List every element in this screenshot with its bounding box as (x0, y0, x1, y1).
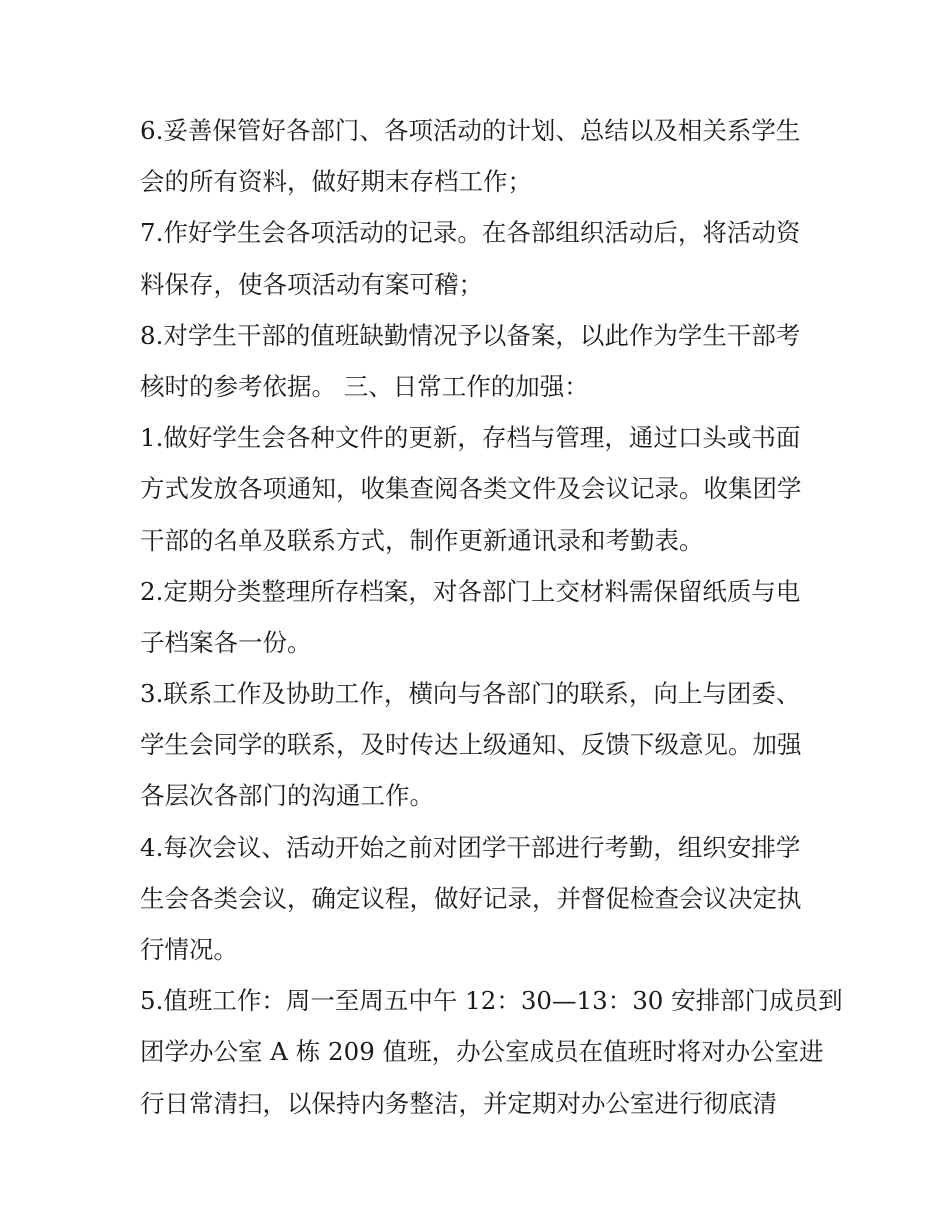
text-line: 生会各类会议，确定议程，做好记录，并督促检查会议决定执 (140, 883, 802, 913)
text-line: 学生会同学的联系，及时传达上级通知、反馈下级意见。加强 (140, 730, 802, 760)
text-line: 方式发放各项通知，收集查阅各类文件及会议记录。收集团学 (140, 474, 802, 504)
text-line: 2.定期分类整理所存档案，对各部门上交材料需保留纸质与电 (140, 576, 801, 606)
text-line: 6.妥善保管好各部门、各项活动的计划、总结以及相关系学生 (140, 116, 801, 145)
text-line: 料保存，使各项活动有案可稽； (140, 269, 483, 299)
text-line: 行日常清扫，以保持内务整洁，并定期对办公室进行彻底清 (140, 1088, 777, 1118)
text-line: 5.值班工作：周一至周五中午 12：30—13：30 安排部门成员到 (140, 986, 843, 1016)
text-line: 行情况。 (140, 935, 238, 964)
text-line: 4.每次会议、活动开始之前对团学干部进行考勤，组织安排学 (140, 832, 801, 862)
text-line: 干部的名单及联系方式，制作更新通讯录和考勤表。 (140, 525, 704, 555)
text-line: 团学办公室 A 栋 209 值班，办公室成员在值班时将对办公室进 (140, 1037, 824, 1067)
text-line: 7.作好学生会各项活动的记录。在各部组织活动后，将活动资 (140, 218, 801, 248)
text-line: 核时的参考依据。 三、日常工作的加强： (140, 371, 589, 401)
document-body (140, 105, 843, 1129)
text-line: 8.对学生干部的值班缺勤情况予以备案，以此作为学生干部考 (140, 320, 801, 350)
text-line: 子档案各一份。 (140, 627, 312, 657)
text-line: 1.做好学生会各种文件的更新，存档与管理，通过口头或书面 (140, 423, 801, 453)
text-line: 各层次各部门的沟通工作。 (140, 781, 434, 811)
text-line: 会的所有资料，做好期末存档工作； (140, 167, 532, 197)
text-line: 3.联系工作及协助工作，横向与各部门的联系，向上与团委、 (140, 679, 801, 709)
